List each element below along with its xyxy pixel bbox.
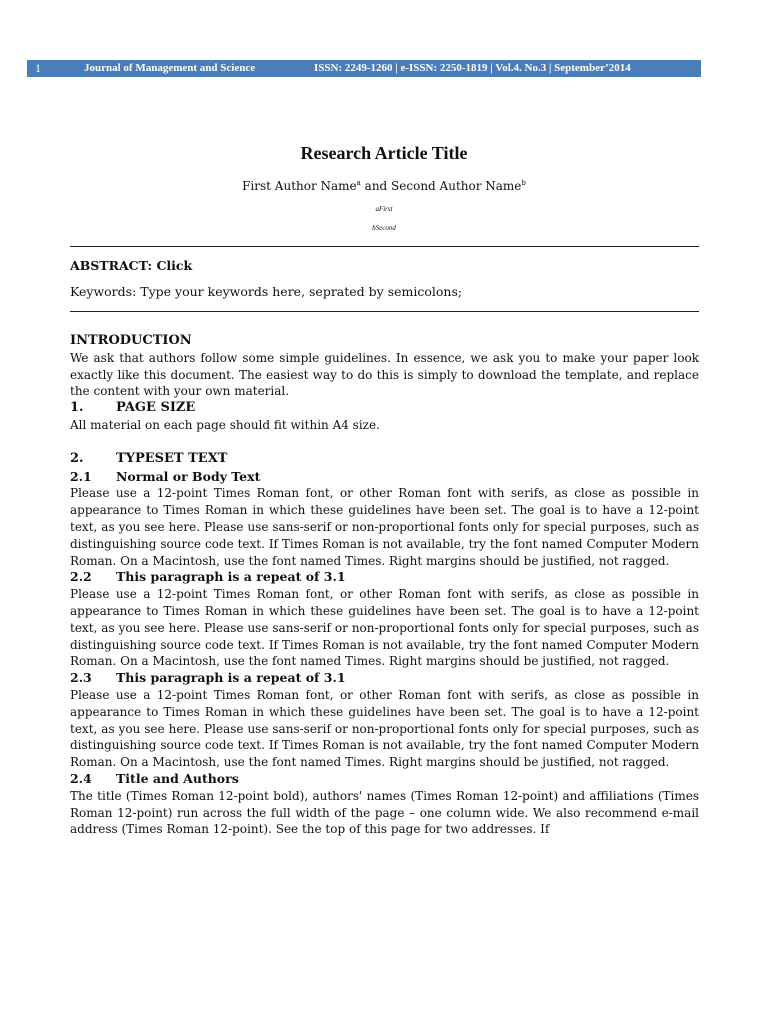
abstract-label: ABSTRACT: Click — [70, 258, 193, 273]
subsection-2-4-title: Title and Authors — [116, 770, 239, 786]
section-2-title: TYPESET TEXT — [116, 450, 228, 466]
author-1-marker: a — [356, 179, 361, 187]
section-2-number: 2. — [70, 450, 84, 466]
subsection-2-3-number: 2.3 — [70, 670, 92, 686]
intro-heading: INTRODUCTION — [70, 333, 192, 348]
subsection-2-4-number: 2.4 — [70, 770, 92, 786]
subsection-2-1-number: 2.1 — [70, 468, 92, 484]
subsection-2-3-title: This paragraph is a repeat of 3.1 — [116, 670, 346, 686]
section-2-heading — [70, 451, 699, 468]
subsection-2-4-heading — [70, 771, 699, 788]
divider-top — [70, 246, 699, 247]
subsection-2-2-paragraph: Please use a 12-point Times Roman font, or other Roman font with serifs, as close as possible in appearance to Times Roman in which these guidelines have been set. The goal is to have a 12-point text, as you see here. Please use sans-serif or non-proportional fonts only for special purposes, such as distinguishing source code text. If Times Roman is not available, try the font named Computer Modern Roman. On a Macintosh, use the font named Times. Right margins should be justified, not ragged. — [70, 587, 699, 669]
author-1-name: First Author Name — [242, 179, 357, 193]
section-1-paragraph: All material on each page should fit within A4 size. — [70, 417, 380, 432]
journal-header-bar — [27, 60, 701, 77]
article-body — [70, 333, 699, 838]
divider-bottom — [70, 311, 699, 312]
page-number: 1 — [35, 61, 41, 75]
subsection-2-2-heading — [70, 569, 699, 586]
author-line — [0, 179, 768, 193]
affiliation-b: bSecond — [372, 224, 396, 232]
affiliation-a: aFirst — [375, 205, 393, 213]
subsection-2-4-paragraph: The title (Times Roman 12-point bold), authors' names (Times Roman 12-point) and affiliations (Times Roman 12-point) run across the full width of the page – one column wide. We also recommend e-mail address (Times Roman 12-point). See the top of this page for two addresses. If — [70, 788, 699, 837]
subsection-2-1-paragraph: Please use a 12-point Times Roman font, or other Roman font with serifs, as close as possible in appearance to Times Roman in which these guidelines have been set. The goal is to have a 12-point text, as you see here. Please use sans-serif or non-proportional fonts only for special purposes, such as distinguishing source code text. If Times Roman is not available, try the font named Computer Modern Roman. On a Macintosh, use the font named Times. Right margins should be justified, not ragged. — [70, 486, 699, 568]
subsection-2-2-number: 2.2 — [70, 569, 92, 585]
subsection-2-3-heading — [70, 670, 699, 687]
article-title: Research Article Title — [300, 143, 468, 163]
keywords-line: Keywords: Type your keywords here, seprated by semicolons; — [70, 284, 463, 299]
author-2-marker: b — [521, 179, 526, 187]
subsection-2-1-title: Normal or Body Text — [116, 468, 261, 484]
author-2-name: and Second Author Name — [360, 179, 522, 193]
section-1-heading — [70, 400, 699, 417]
subsection-2-1-heading — [70, 469, 699, 486]
section-1-title: PAGE SIZE — [116, 400, 196, 416]
subsection-2-3-paragraph: Please use a 12-point Times Roman font, or other Roman font with serifs, as close as possible in appearance to Times Roman in which these guidelines have been set. The goal is to have a 12-point text, as you see here. Please use sans-serif or non-proportional fonts only for special purposes, such as distinguishing source code text. If Times Roman is not available, try the font named Computer Modern Roman. On a Macintosh, use the font named Times. Right margins should be justified, not ragged. — [70, 687, 699, 770]
journal-issn-info: ISSN: 2249-1260 | e-ISSN: 2250-1819 | Vol.4. No.3 | September’2014 — [314, 62, 631, 74]
section-1-number: 1. — [70, 400, 84, 416]
journal-name: Journal of Management and Science — [84, 62, 256, 74]
subsection-2-2-title: This paragraph is a repeat of 3.1 — [116, 569, 346, 585]
intro-paragraph: We ask that authors follow some simple guidelines. In essence, we ask you to make your paper look exactly like this document. The easiest way to do this is simply to download the template, and replace the content with your own material. — [70, 350, 699, 399]
